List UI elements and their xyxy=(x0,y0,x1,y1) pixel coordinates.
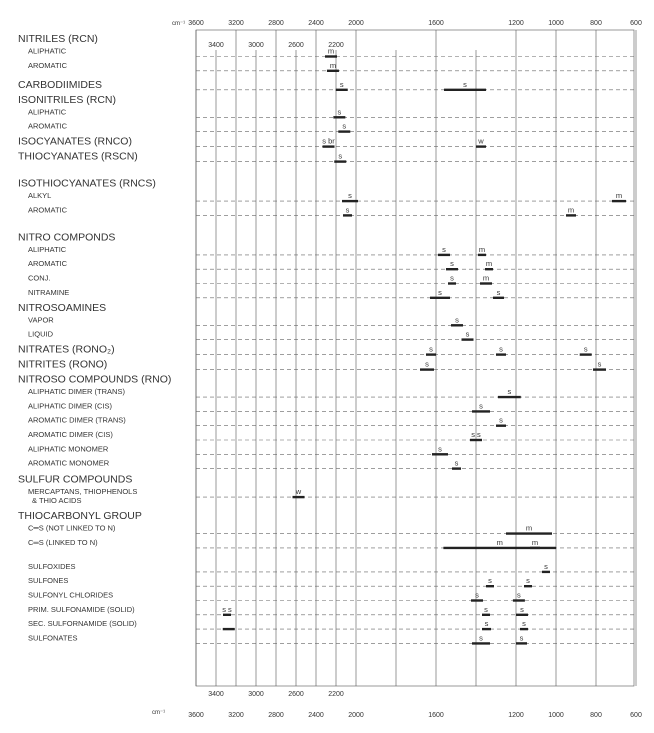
group-label: ISOTHIOCYANATES (RNCS) xyxy=(18,177,156,190)
compound-row xyxy=(28,47,634,57)
intensity-label: m xyxy=(482,273,490,283)
intensity-label: s xyxy=(339,79,344,89)
compound-row xyxy=(28,330,634,340)
intensity-label: s xyxy=(338,151,343,161)
top-tick-label: 3200 xyxy=(228,20,244,27)
group-label: CARBODIIMIDES xyxy=(18,78,103,91)
bottom-inner-tick-label: 2200 xyxy=(328,691,344,698)
compound-row xyxy=(28,524,634,534)
group-label: SULFUR COMPOUNDS xyxy=(18,473,133,486)
intensity-label: s xyxy=(438,444,442,454)
compound-row xyxy=(28,259,634,269)
subgroup-label: MERCAPTANS, THIOPHENOLS xyxy=(28,487,138,497)
intensity-label: s xyxy=(507,387,512,397)
intensity-label: m xyxy=(496,537,503,547)
top-tick-label: 3600 xyxy=(188,20,204,27)
intensity-label: s xyxy=(442,244,446,254)
compound-row xyxy=(28,245,634,255)
top-tick-label: 2000 xyxy=(348,20,364,27)
compound-row xyxy=(28,591,634,601)
compound-row xyxy=(18,510,142,522)
plot-frame xyxy=(196,30,634,686)
intensity-label: s xyxy=(499,344,503,354)
group-label: THIOCYANATES (RSCN) xyxy=(18,150,138,163)
compound-row xyxy=(28,61,634,71)
group-label: NITRO COMPONDS xyxy=(18,231,116,244)
top-tick-label: 1200 xyxy=(508,20,524,27)
intensity-label: s xyxy=(479,633,483,643)
compound-row xyxy=(28,538,634,548)
intensity-label: m xyxy=(327,46,335,56)
subgroup-label: CONJ. xyxy=(28,273,51,283)
subgroup-label: ALIPHATIC DIMER (CIS) xyxy=(28,401,113,411)
compound-row xyxy=(18,359,634,371)
group-label: THIOCARBONYL GROUP xyxy=(18,510,142,523)
intensity-label: s xyxy=(499,415,503,425)
intensity-label: s xyxy=(496,287,501,297)
subgroup-label: SULFOXIDES xyxy=(28,561,76,571)
intensity-label: w xyxy=(295,487,302,497)
intensity-label: s xyxy=(425,359,429,369)
compound-rows xyxy=(18,33,634,643)
intensity-label: s xyxy=(479,401,483,411)
bottom-tick-label: 600 xyxy=(630,712,642,719)
intensity-label: s s xyxy=(222,604,232,614)
bottom-unit-label: cm⁻¹ xyxy=(152,710,166,716)
intensity-label: m xyxy=(531,537,539,547)
subgroup-label: AROMATIC xyxy=(28,60,68,70)
subgroup-label: SEC. SULFORNAMIDE (SOLID) xyxy=(28,619,137,629)
top-tick-label: 800 xyxy=(590,20,602,27)
subgroup-label: AROMATIC DIMER (CIS) xyxy=(28,430,113,439)
group-label: ISONITRILES (RCN) xyxy=(18,93,117,106)
intensity-label: m xyxy=(329,60,337,70)
top-unit-label: cm⁻¹ xyxy=(172,21,186,27)
intensity-label: s xyxy=(488,576,492,586)
subgroup-label: ALIPHATIC xyxy=(28,107,67,117)
compound-row xyxy=(28,430,634,440)
subgroup-label: AROMATIC xyxy=(28,259,68,269)
compound-row xyxy=(28,401,634,411)
compound-row xyxy=(18,178,156,190)
bottom-axis xyxy=(152,691,642,719)
compound-row xyxy=(18,374,171,386)
compound-row xyxy=(28,315,634,325)
intensity-label: s xyxy=(517,590,521,600)
bottom-tick-label: 2800 xyxy=(268,712,284,719)
top-inner-tick-label: 2600 xyxy=(288,42,304,49)
top-axis xyxy=(172,20,642,49)
compound-row xyxy=(28,191,634,201)
compound-row xyxy=(28,387,634,397)
group-label: NITRATES (RONO₂) xyxy=(18,343,115,356)
intensity-label: s xyxy=(465,329,470,339)
intensity-label: s xyxy=(597,359,602,369)
subgroup-label: ALKYL xyxy=(28,191,52,201)
intensity-label: s xyxy=(583,344,588,354)
intensity-label: m xyxy=(485,259,493,269)
compound-row xyxy=(18,231,115,243)
intensity-label: w xyxy=(478,136,484,146)
subgroup-label: ALIPHATIC DIMER (TRANS) xyxy=(28,387,125,397)
top-inner-tick-label: 3400 xyxy=(208,42,224,49)
top-inner-tick-label: 3000 xyxy=(248,42,264,49)
subgroup-label: ALIPHATIC xyxy=(28,46,67,56)
intensity-label: s xyxy=(522,619,526,629)
subgroup-label: VAPOR xyxy=(28,315,54,325)
group-label: NITRITES (RONO) xyxy=(18,358,108,371)
bottom-tick-label: 2000 xyxy=(348,712,364,719)
compound-row xyxy=(28,562,634,572)
intensity-label: s xyxy=(345,205,350,215)
intensity-label: s xyxy=(519,633,524,643)
subgroup-label: LIQUID xyxy=(28,329,54,339)
compound-row xyxy=(28,576,634,586)
compound-row xyxy=(28,122,634,132)
bottom-tick-label: 2400 xyxy=(308,712,324,719)
subgroup-label: C═S (NOT LINKED TO N) xyxy=(28,523,116,533)
subgroup-label: AROMATIC xyxy=(28,205,68,215)
compound-row xyxy=(28,107,634,117)
compound-row xyxy=(18,94,116,106)
subgroup-label: SULFONES xyxy=(28,576,69,586)
top-tick-label: 1600 xyxy=(428,20,444,27)
intensity-label: s xyxy=(342,121,347,131)
intensity-label: m xyxy=(525,523,533,533)
compound-row xyxy=(18,151,634,163)
compound-row xyxy=(18,302,106,314)
compound-row xyxy=(28,459,634,469)
intensity-label: m xyxy=(615,191,623,201)
subgroup-label: ALIPHATIC xyxy=(28,244,67,254)
group-label: NITRILES (RCN) xyxy=(18,33,98,45)
compound-row xyxy=(28,444,634,454)
bottom-inner-tick-label: 2600 xyxy=(288,691,304,698)
intensity-label: s xyxy=(544,561,548,571)
intensity-label: s xyxy=(484,619,489,629)
intensity-label: m xyxy=(478,244,486,254)
group-label: ISOCYANATES (RNCO) xyxy=(18,135,132,148)
top-tick-label: 2800 xyxy=(268,20,284,27)
compound-row xyxy=(28,205,634,215)
intensity-label: s xyxy=(454,458,459,468)
compound-row xyxy=(28,619,634,629)
bottom-tick-label: 3600 xyxy=(188,712,204,719)
subgroup-label: NITRAMINE xyxy=(28,287,70,297)
intensity-label: s xyxy=(520,604,524,614)
intensity-label: m xyxy=(567,205,575,215)
intensity-label: s xyxy=(438,287,442,297)
top-tick-label: 600 xyxy=(630,20,642,27)
compound-row xyxy=(18,344,634,356)
top-tick-label: 2400 xyxy=(308,20,324,27)
compound-row xyxy=(28,288,634,298)
compound-row xyxy=(18,33,98,45)
subgroup-label: SULFONATES xyxy=(28,633,78,643)
subgroup-label: C═S (LINKED TO N) xyxy=(28,537,98,547)
gridlines xyxy=(196,30,636,686)
compound-row xyxy=(28,633,634,643)
bottom-tick-label: 3200 xyxy=(228,712,244,719)
compound-row xyxy=(18,474,132,486)
subgroup-label: AROMATIC DIMER (TRANS) xyxy=(28,415,126,425)
bottom-tick-label: 1200 xyxy=(508,712,524,719)
intensity-label: s xyxy=(429,344,433,354)
compound-row xyxy=(28,605,634,615)
subgroup-label: SULFONYL CHLORIDES xyxy=(28,590,114,600)
intensity-label: s br xyxy=(322,136,335,146)
compound-row xyxy=(28,487,634,505)
subgroup-label-line2: & THIO ACIDS xyxy=(32,496,82,506)
bottom-inner-tick-label: 3000 xyxy=(248,691,264,698)
compound-row xyxy=(18,79,634,91)
compound-row xyxy=(28,416,634,426)
bottom-tick-label: 1600 xyxy=(428,712,444,719)
compound-row xyxy=(28,274,634,284)
intensity-label: s xyxy=(348,191,352,201)
top-inner-tick-label: 2200 xyxy=(328,42,344,49)
bottom-tick-label: 800 xyxy=(590,712,602,719)
subgroup-label: AROMATIC xyxy=(28,121,68,131)
bottom-inner-tick-label: 3400 xyxy=(208,691,224,698)
bottom-tick-label: 1000 xyxy=(548,712,564,719)
intensity-label: s xyxy=(450,273,454,283)
intensity-label: s xyxy=(450,259,454,269)
intensity-label: s xyxy=(463,79,467,89)
subgroup-label: PRIM. SULFONAMIDE (SOLID) xyxy=(28,604,135,614)
intensity-label: s xyxy=(455,315,459,325)
subgroup-label: AROMATIC MONOMER xyxy=(28,458,110,468)
intensity-label: s xyxy=(484,604,488,614)
intensity-label: s xyxy=(526,576,530,586)
group-label: NITROSOAMINES xyxy=(18,301,107,314)
subgroup-label: ALIPHATIC MONOMER xyxy=(28,444,109,454)
top-tick-label: 1000 xyxy=(548,20,564,27)
intensity-label: s xyxy=(475,590,479,600)
group-label: NITROSO COMPOUNDS (RNO) xyxy=(18,373,172,386)
intensity-label: s s xyxy=(471,430,481,439)
compound-row xyxy=(18,136,634,148)
intensity-label: s xyxy=(337,107,342,117)
